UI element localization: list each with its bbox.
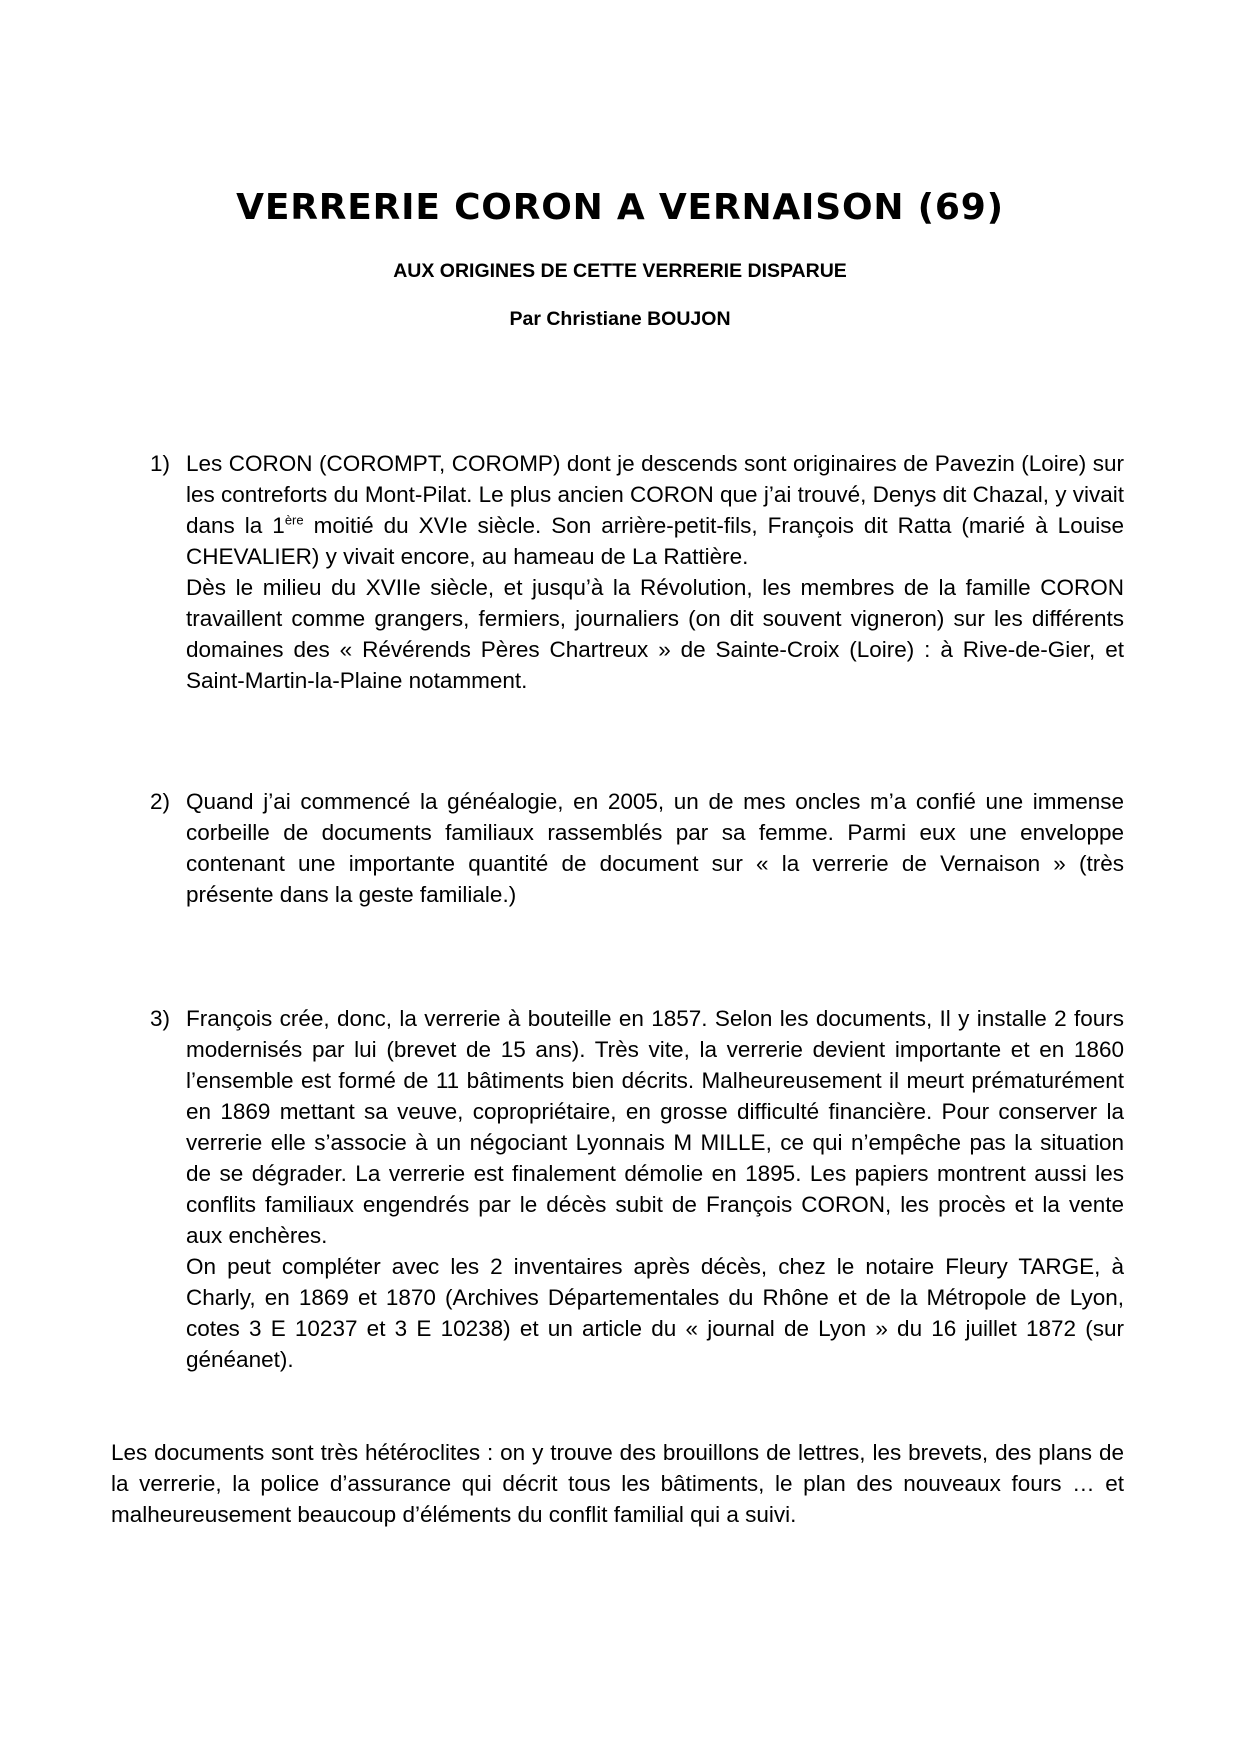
paragraph: Quand j’ai commencé la généalogie, en 2005, un de mes oncles m’a confié une immense corbeille de documents familiaux rassemblés par sa femme. Parmi eux une enveloppe contenant une importante quantité de document sur « la verrerie de Vernaison » (très présente dans la geste familiale.) bbox=[186, 789, 1124, 907]
list-item-body bbox=[186, 448, 1124, 696]
list-item-body bbox=[186, 786, 1124, 910]
paragraph: Dès le milieu du XVIIe siècle, et jusqu’à la Révolution, les membres de la famille CORON travaillent comme grangers, fermiers, journaliers (on dit souvent vigneron) sur les différents domaines des « Révérends Pères Chartreux » de Sainte-Croix (Loire) : à Rive-de-Gier, et Saint-Martin-la-Plaine notamment. bbox=[186, 575, 1124, 693]
text-run: Les CORON (COROMPT, COROMP) dont je descends sont originaires de Pavezin (Loire) sur les contreforts du Mont-Pilat. Le plus ancien CORON que j’ai trouvé, Denys dit Chazal, y vivait dans la 1 bbox=[186, 451, 1124, 538]
document-title: VERRERIE CORON A VERNAISON (69) bbox=[236, 187, 1004, 228]
text-run: moitié du XVIe siècle. Son arrière-petit-fils, François dit Ratta (marié à Louise CHEVALIER) y vivait encore, au hameau de La Rattière. bbox=[186, 513, 1124, 569]
document-subtitle: AUX ORIGINES DE CETTE VERRERIE DISPARUE bbox=[393, 260, 847, 282]
list-item-number: 2) bbox=[150, 789, 171, 814]
list-item-1 bbox=[150, 448, 1124, 696]
list-item-number: 1) bbox=[150, 451, 171, 476]
paragraph: On peut compléter avec les 2 inventaires après décès, chez le notaire Fleury TARGE, à Charly, en 1869 et 1870 (Archives Départementales du Rhône et de la Métropole de Lyon, cotes 3 E 10237 et 3 E 10238) et un article du « journal de Lyon » du 16 juillet 1872 (sur généanet). bbox=[186, 1254, 1124, 1372]
closing-paragraph: Les documents sont très hétéroclites : on y trouve des brouillons de lettres, les brevets, des plans de la verrerie, la police d’assurance qui décrit tous les bâtiments, le plan des nouveaux fours … et malheureusement beaucoup d’éléments du conflit familial qui a suivi. bbox=[111, 1440, 1124, 1527]
list-item-body bbox=[186, 1003, 1124, 1375]
paragraph bbox=[186, 448, 1124, 572]
list-item-3 bbox=[150, 1003, 1124, 1375]
document-author: Par Christiane BOUJON bbox=[509, 308, 731, 330]
paragraph: François crée, donc, la verrerie à bouteille en 1857. Selon les documents, Il y installe 2 fours modernisés par lui (brevet de 15 ans). Très vite, la verrerie devient importante et en 1860 l’ensemble est formé de 11 bâtiments bien décrits. Malheureusement il meurt prématurément en 1869 mettant sa veuve, copropriétaire, en grosse difficulté financière. Pour conserver la verrerie elle s’associe à un négociant Lyonnais M MILLE, ce qui n’empêche pas la situation de se dégrader. La verrerie est finalement démolie en 1895. Les papiers montrent aussi les conflits familiaux engendrés par le décès subit de François CORON, les procès et la vente aux enchères. bbox=[186, 1006, 1124, 1248]
list-item-2 bbox=[150, 786, 1124, 910]
list-item-number: 3) bbox=[150, 1006, 171, 1031]
superscript: ère bbox=[284, 512, 304, 528]
